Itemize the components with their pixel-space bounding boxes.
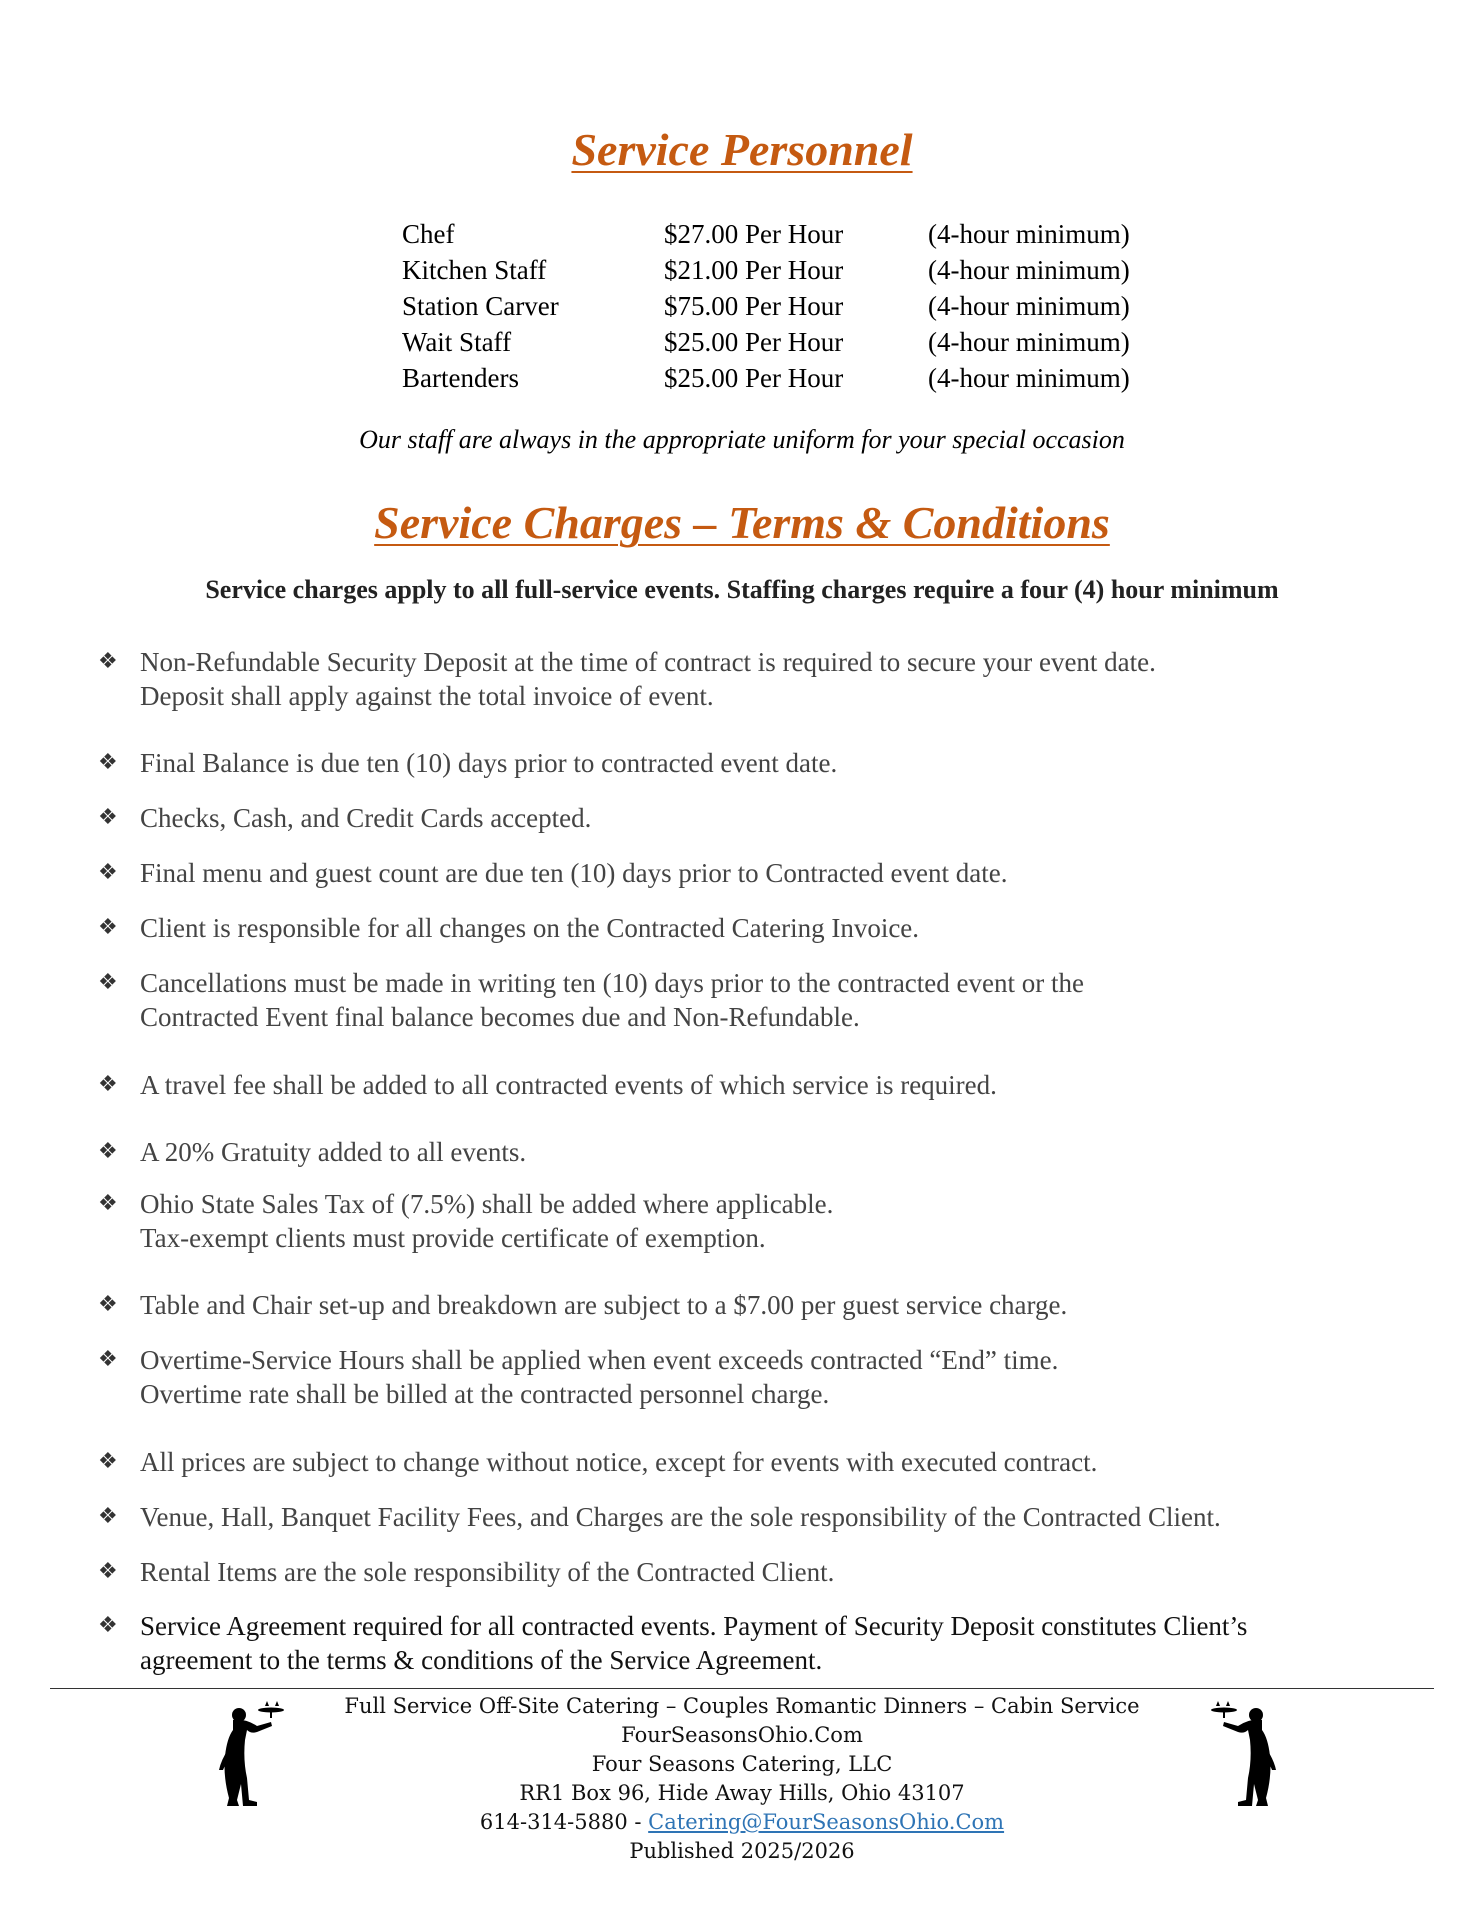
diamond-bullet-icon: ❖ (98, 1072, 118, 1097)
role-cell: Chef (402, 219, 455, 249)
email-link[interactable]: Catering@FourSeasonsOhio.Com (648, 1810, 1005, 1834)
term-text: Non-Refundable Security Deposit at the time of contract is required to secure your event date. Deposit shall apply against the total invoice of event. (140, 647, 1156, 711)
diamond-bullet-icon: ❖ (98, 1292, 118, 1317)
term-text: Final Balance is due ten (10) days prior to contracted event date. (140, 748, 838, 778)
term-text: Checks, Cash, and Credit Cards accepted. (140, 803, 592, 833)
role-cell: Wait Staff (402, 327, 512, 357)
term-text: Final menu and guest count are due ten (10) days prior to Contracted event date. (140, 858, 1008, 888)
service-charges-subtitle: Service charges apply to all full-service events. Staffing charges require a four (4) hour minimum (205, 575, 1279, 604)
diamond-bullet-icon: ❖ (98, 1449, 118, 1474)
footer-services: Full Service Off-Site Catering – Couples Romantic Dinners – Cabin Service (344, 1694, 1140, 1718)
role-cell: Kitchen Staff (402, 255, 547, 285)
footer-address: RR1 Box 96, Hide Away Hills, Ohio 43107 (519, 1781, 965, 1805)
term-text: Venue, Hall, Banquet Facility Fees, and Charges are the sole responsibility of the Contracted Client. (140, 1502, 1221, 1532)
rate-cell: $75.00 Per Hour (664, 291, 844, 321)
diamond-bullet-icon: ❖ (98, 750, 118, 775)
diamond-bullet-icon: ❖ (98, 1613, 118, 1638)
service-charges-title: Service Charges – Terms & Conditions (374, 497, 1110, 548)
diamond-bullet-icon: ❖ (98, 915, 118, 940)
diamond-bullet-icon: ❖ (98, 1559, 118, 1584)
diamond-bullet-icon: ❖ (98, 1347, 118, 1372)
diamond-bullet-icon: ❖ (98, 1191, 118, 1216)
footer-contact (0, 1808, 1484, 1837)
rate-cell: $21.00 Per Hour (664, 255, 844, 285)
role-cell: Bartenders (402, 363, 519, 393)
rate-cell: $25.00 Per Hour (664, 327, 844, 357)
service-personnel-title: Service Personnel (571, 124, 913, 175)
footer-divider (50, 1688, 1434, 1689)
term-text: Ohio State Sales Tax of (7.5%) shall be added where applicable. Tax-exempt clients must provide certificate of exemption. (140, 1189, 834, 1253)
term-text: Cancellations must be made in writing ten (10) days prior to the contracted event or the Contracted Event final balance becomes due and Non-Refundable. (140, 968, 1084, 1032)
term-text: Overtime-Service Hours shall be applied when event exceeds contracted “End” time. Overtime rate shall be billed at the contracted personnel charge. (140, 1345, 1059, 1409)
uniform-note: Our staff are always in the appropriate uniform for your special occasion (359, 425, 1125, 454)
website-link[interactable]: FourSeasonsOhio.Com (621, 1723, 863, 1747)
diamond-bullet-icon: ❖ (98, 805, 118, 830)
role-cell: Station Carver (402, 291, 559, 321)
term-text: Table and Chair set-up and breakdown are subject to a $7.00 per guest service charge. (140, 1290, 1068, 1320)
footer-company: Four Seasons Catering, LLC (591, 1752, 893, 1776)
term-text: Client is responsible for all changes on the Contracted Catering Invoice. (140, 913, 920, 943)
footer-phone: 614-314-5880 (479, 1810, 628, 1834)
term-text: Rental Items are the sole responsibility of the Contracted Client. (140, 1557, 835, 1587)
diamond-bullet-icon: ❖ (98, 860, 118, 885)
footer-published: Published 2025/2026 (629, 1839, 855, 1863)
diamond-bullet-icon: ❖ (98, 1504, 118, 1529)
term-text: A 20% Gratuity added to all events. (140, 1137, 527, 1167)
footer (0, 1692, 1484, 1866)
minimum-cell: (4-hour minimum) (928, 327, 1130, 357)
term-text: A travel fee shall be added to all contracted events of which service is required. (140, 1070, 997, 1100)
diamond-bullet-icon: ❖ (98, 1139, 118, 1164)
minimum-cell: (4-hour minimum) (928, 255, 1130, 285)
footer-separator: - (627, 1810, 649, 1834)
term-text: All prices are subject to change without notice, except for events with executed contract. (140, 1447, 1098, 1477)
diamond-bullet-icon: ❖ (98, 970, 118, 995)
minimum-cell: (4-hour minimum) (928, 363, 1130, 393)
diamond-bullet-icon: ❖ (98, 649, 118, 674)
term-text: Service Agreement required for all contracted events. Payment of Security Deposit constitutes Client’s agreement to the terms & conditions of the Service Agreement. (140, 1611, 1248, 1675)
rate-cell: $27.00 Per Hour (664, 219, 844, 249)
minimum-cell: (4-hour minimum) (928, 291, 1130, 321)
minimum-cell: (4-hour minimum) (928, 219, 1130, 249)
rate-cell: $25.00 Per Hour (664, 363, 844, 393)
